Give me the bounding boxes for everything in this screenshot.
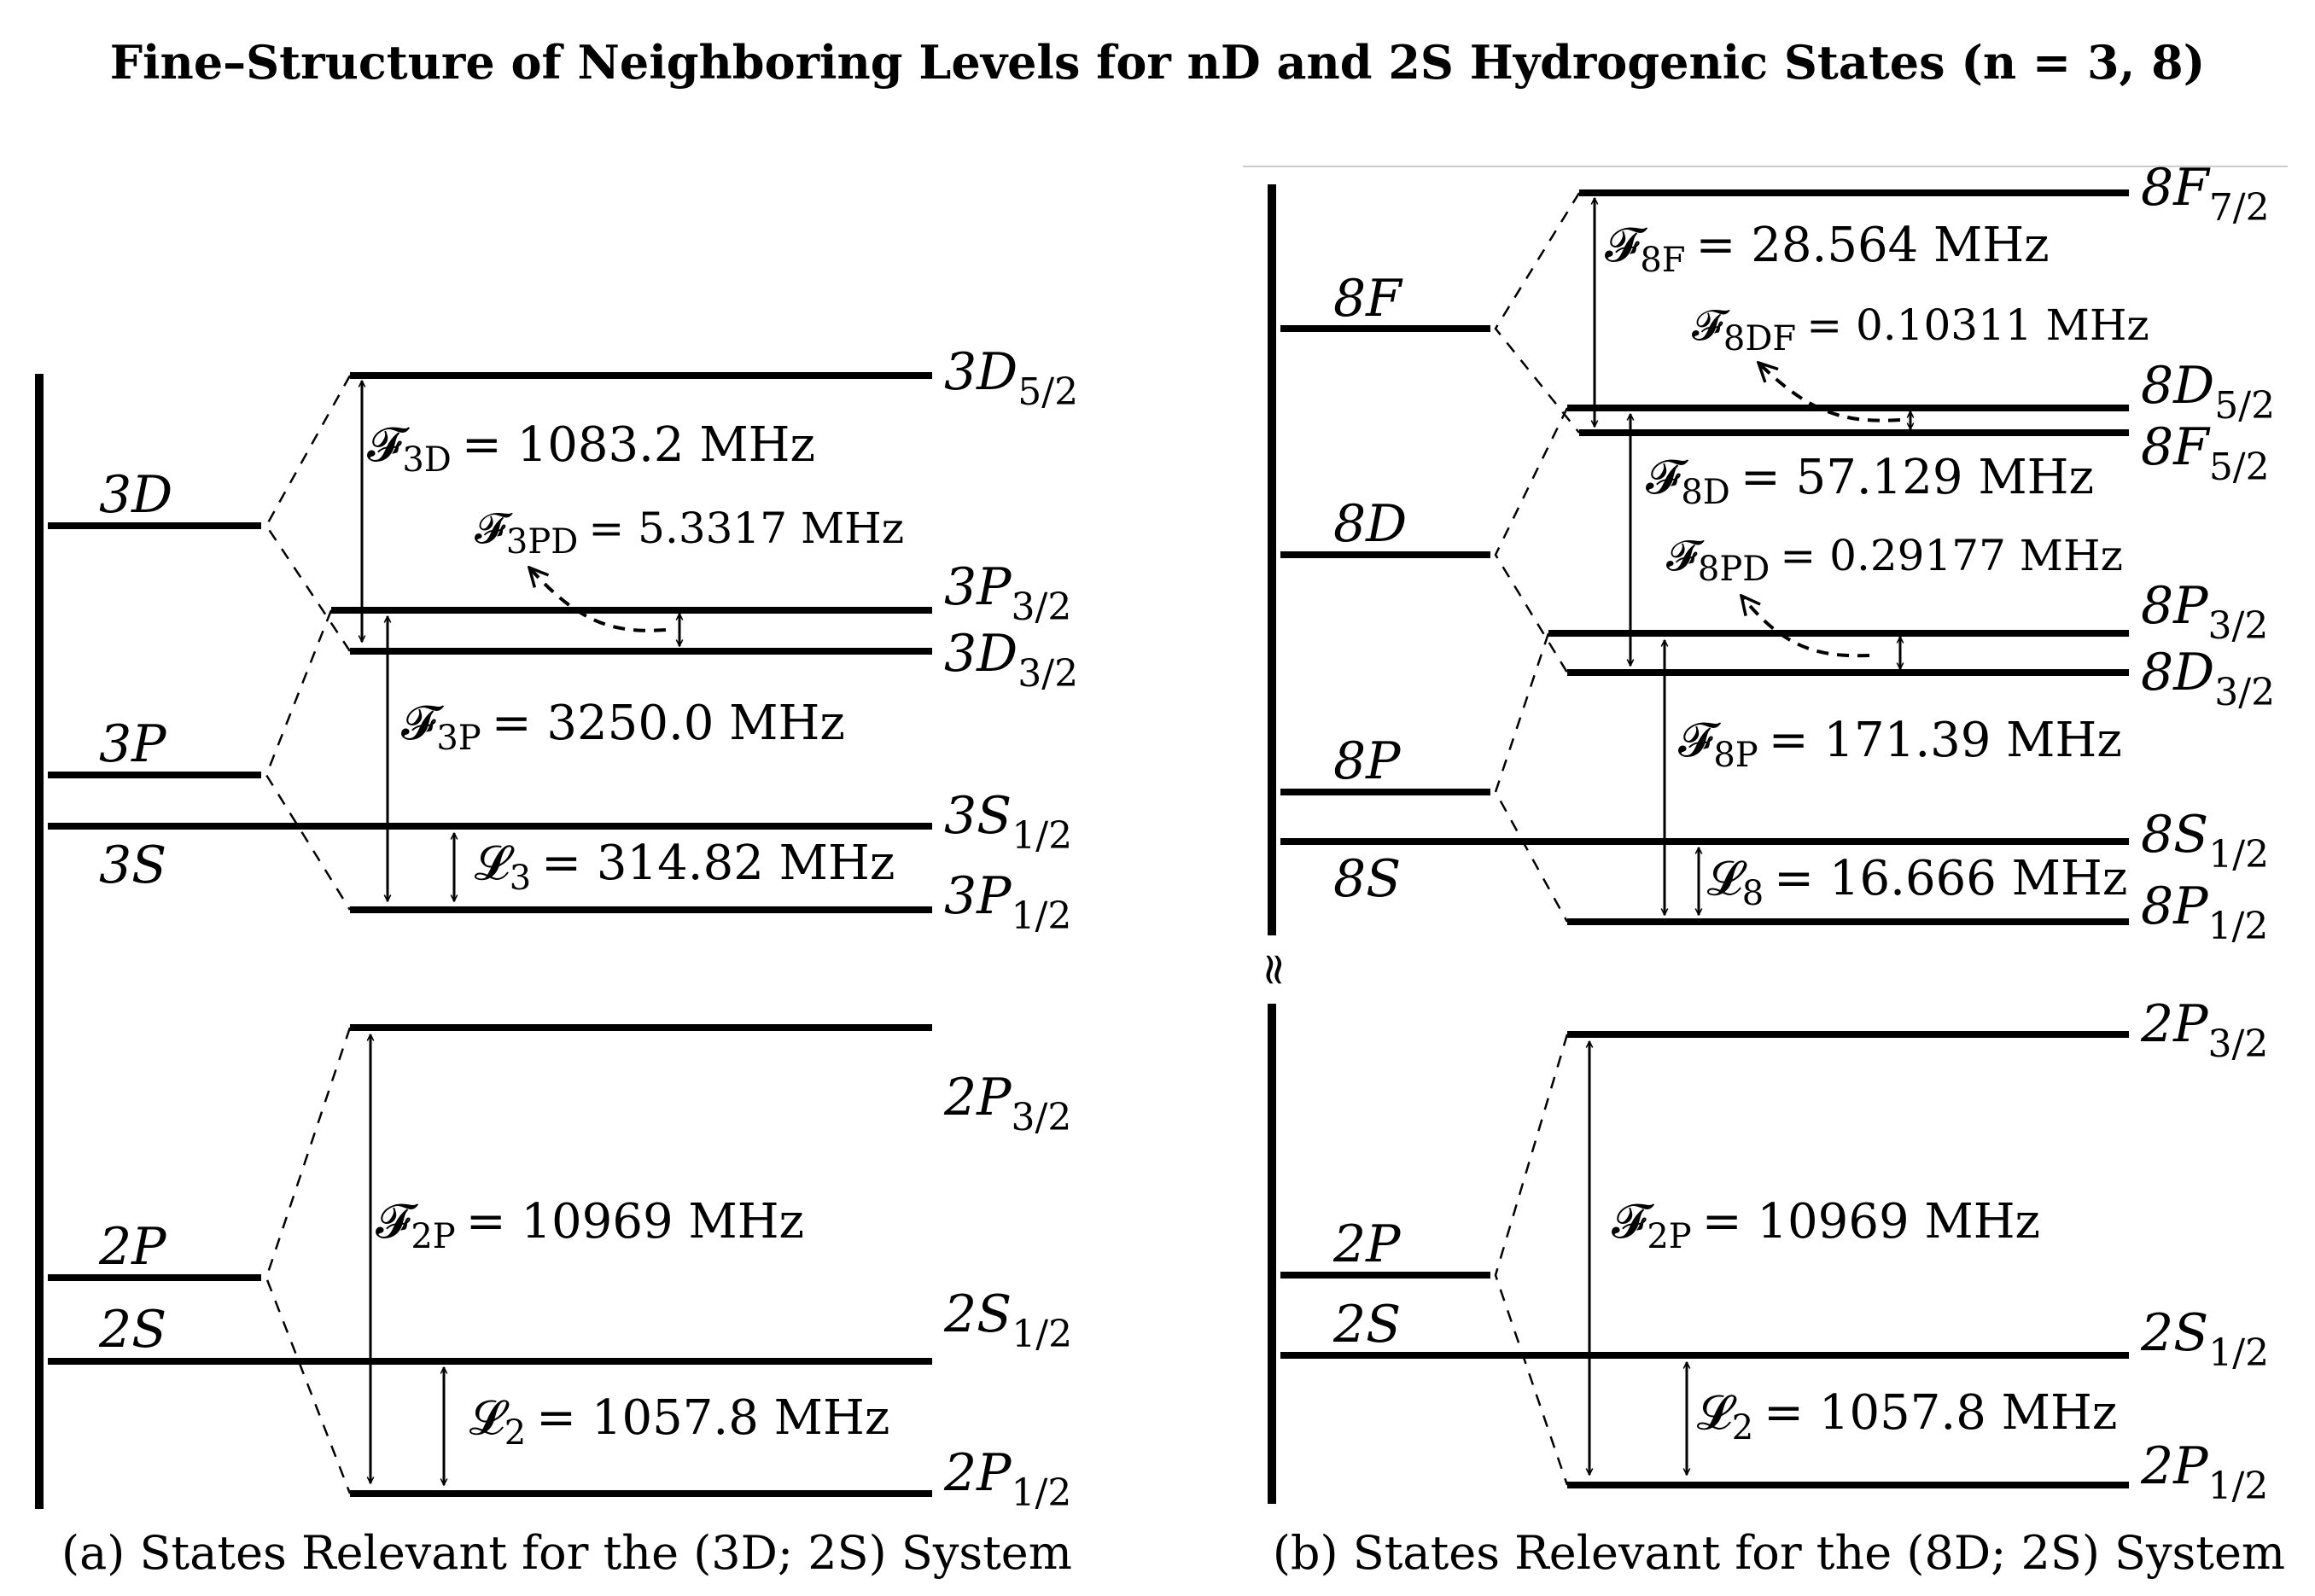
split-F8D: 𝓕$_{8D}$ = 57.129 MHz [1646,450,2095,512]
fine-label-2S12-b: 2S1/2 [2141,1303,2270,1375]
fine-label-3D52-a: 3D5/2 [944,342,1079,414]
split-F8PD: 𝓕$_{8PD}$ = 0.29177 MHz [1666,531,2123,589]
caption-b: (b) States Relevant for the (8D; 2S) System [1272,1526,2286,1580]
gross-label-8D-b: 8D [1333,494,1408,554]
split-F3P: 𝓕$_{3P}$ = 3250.0 MHz [401,696,845,758]
gross-label-8P-b: 8P [1333,731,1401,791]
fine-label-3P12-a: 3P1/2 [944,866,1072,938]
fine-label-2S12-a: 2S1/2 [944,1284,1073,1356]
fine-label-8F52-b: 8F5/2 [2141,417,2270,489]
split-L2-b: 𝓛$_2$ = 1057.8 MHz [1697,1385,2118,1447]
split-F8F: 𝓕$_{8F}$ = 28.564 MHz [1605,218,2050,280]
gross-label-2P-b: 2P [1333,1214,1401,1274]
split-F3D: 𝓕$_{3D}$ = 1083.2 MHz [367,417,816,480]
panel-b [1243,158,2288,1580]
split-F2P-b: 𝓕$_{2P}$ = 10969 MHz [1612,1194,2041,1256]
split-F8P: 𝓕$_{8P}$ = 171.39 MHz [1678,713,2122,775]
fine-label-8D52-b: 8D5/2 [2141,356,2276,428]
gross-label-2S-a: 2S [99,1300,167,1360]
gross-label-3S-a: 3S [99,836,167,895]
fine-label-3S12-a: 3S1/2 [944,786,1073,858]
split-F8DF: 𝓕$_{8DF}$ = 0.10311 MHz [1692,300,2149,358]
figure-title: Fine–Structure of Neighboring Levels for nD and 2S Hydrogenic States (n = 3, 8) [109,35,2206,90]
gross-label-8S-b: 8S [1333,849,1402,909]
split-F2P-a: 𝓕$_{2P}$ = 10969 MHz [376,1194,805,1256]
caption-a: (a) States Relevant for the (3D; 2S) System [61,1526,1072,1580]
fine-label-8P12-b: 8P1/2 [2141,877,2269,948]
gross-label-2P-a: 2P [99,1217,166,1277]
fine-label-8D32-b: 8D3/2 [2141,643,2276,714]
fine-label-2P32-b: 2P3/2 [2141,994,2269,1066]
fine-label-2P32-a: 2P3/2 [944,1068,1072,1139]
panel-a [39,342,1078,1580]
split-L3: 𝓛$_3$ = 314.82 MHz [475,836,895,898]
fine-label-8S12-b: 8S1/2 [2141,805,2270,877]
fine-label-8P32-b: 8P3/2 [2141,576,2269,648]
split-L8: 𝓛$_8$ = 16.666 MHz [1707,851,2128,913]
split-F3PD: 𝓕$_{3PD}$ = 5.3317 MHz [475,504,905,562]
fine-label-3D32-a: 3D3/2 [944,624,1079,696]
gross-label-8F-b: 8F [1333,269,1402,329]
connectors-a [266,376,350,1494]
split-L2-a: 𝓛$_2$ = 1057.8 MHz [469,1390,890,1453]
fine-label-2P12-b: 2P1/2 [2141,1436,2269,1508]
fine-label-3P32-a: 3P3/2 [944,557,1072,629]
gross-label-3P-a: 3P [99,714,166,774]
fine-label-8F72-b: 8F7/2 [2141,158,2270,230]
gross-label-3D-a: 3D [99,465,173,525]
arrows-b [1589,198,1910,1475]
gross-label-2S-b: 2S [1333,1295,1402,1354]
fine-label-2P12-a: 2P1/2 [944,1443,1072,1515]
axis-break-symbol: ≈ [1249,951,1300,988]
